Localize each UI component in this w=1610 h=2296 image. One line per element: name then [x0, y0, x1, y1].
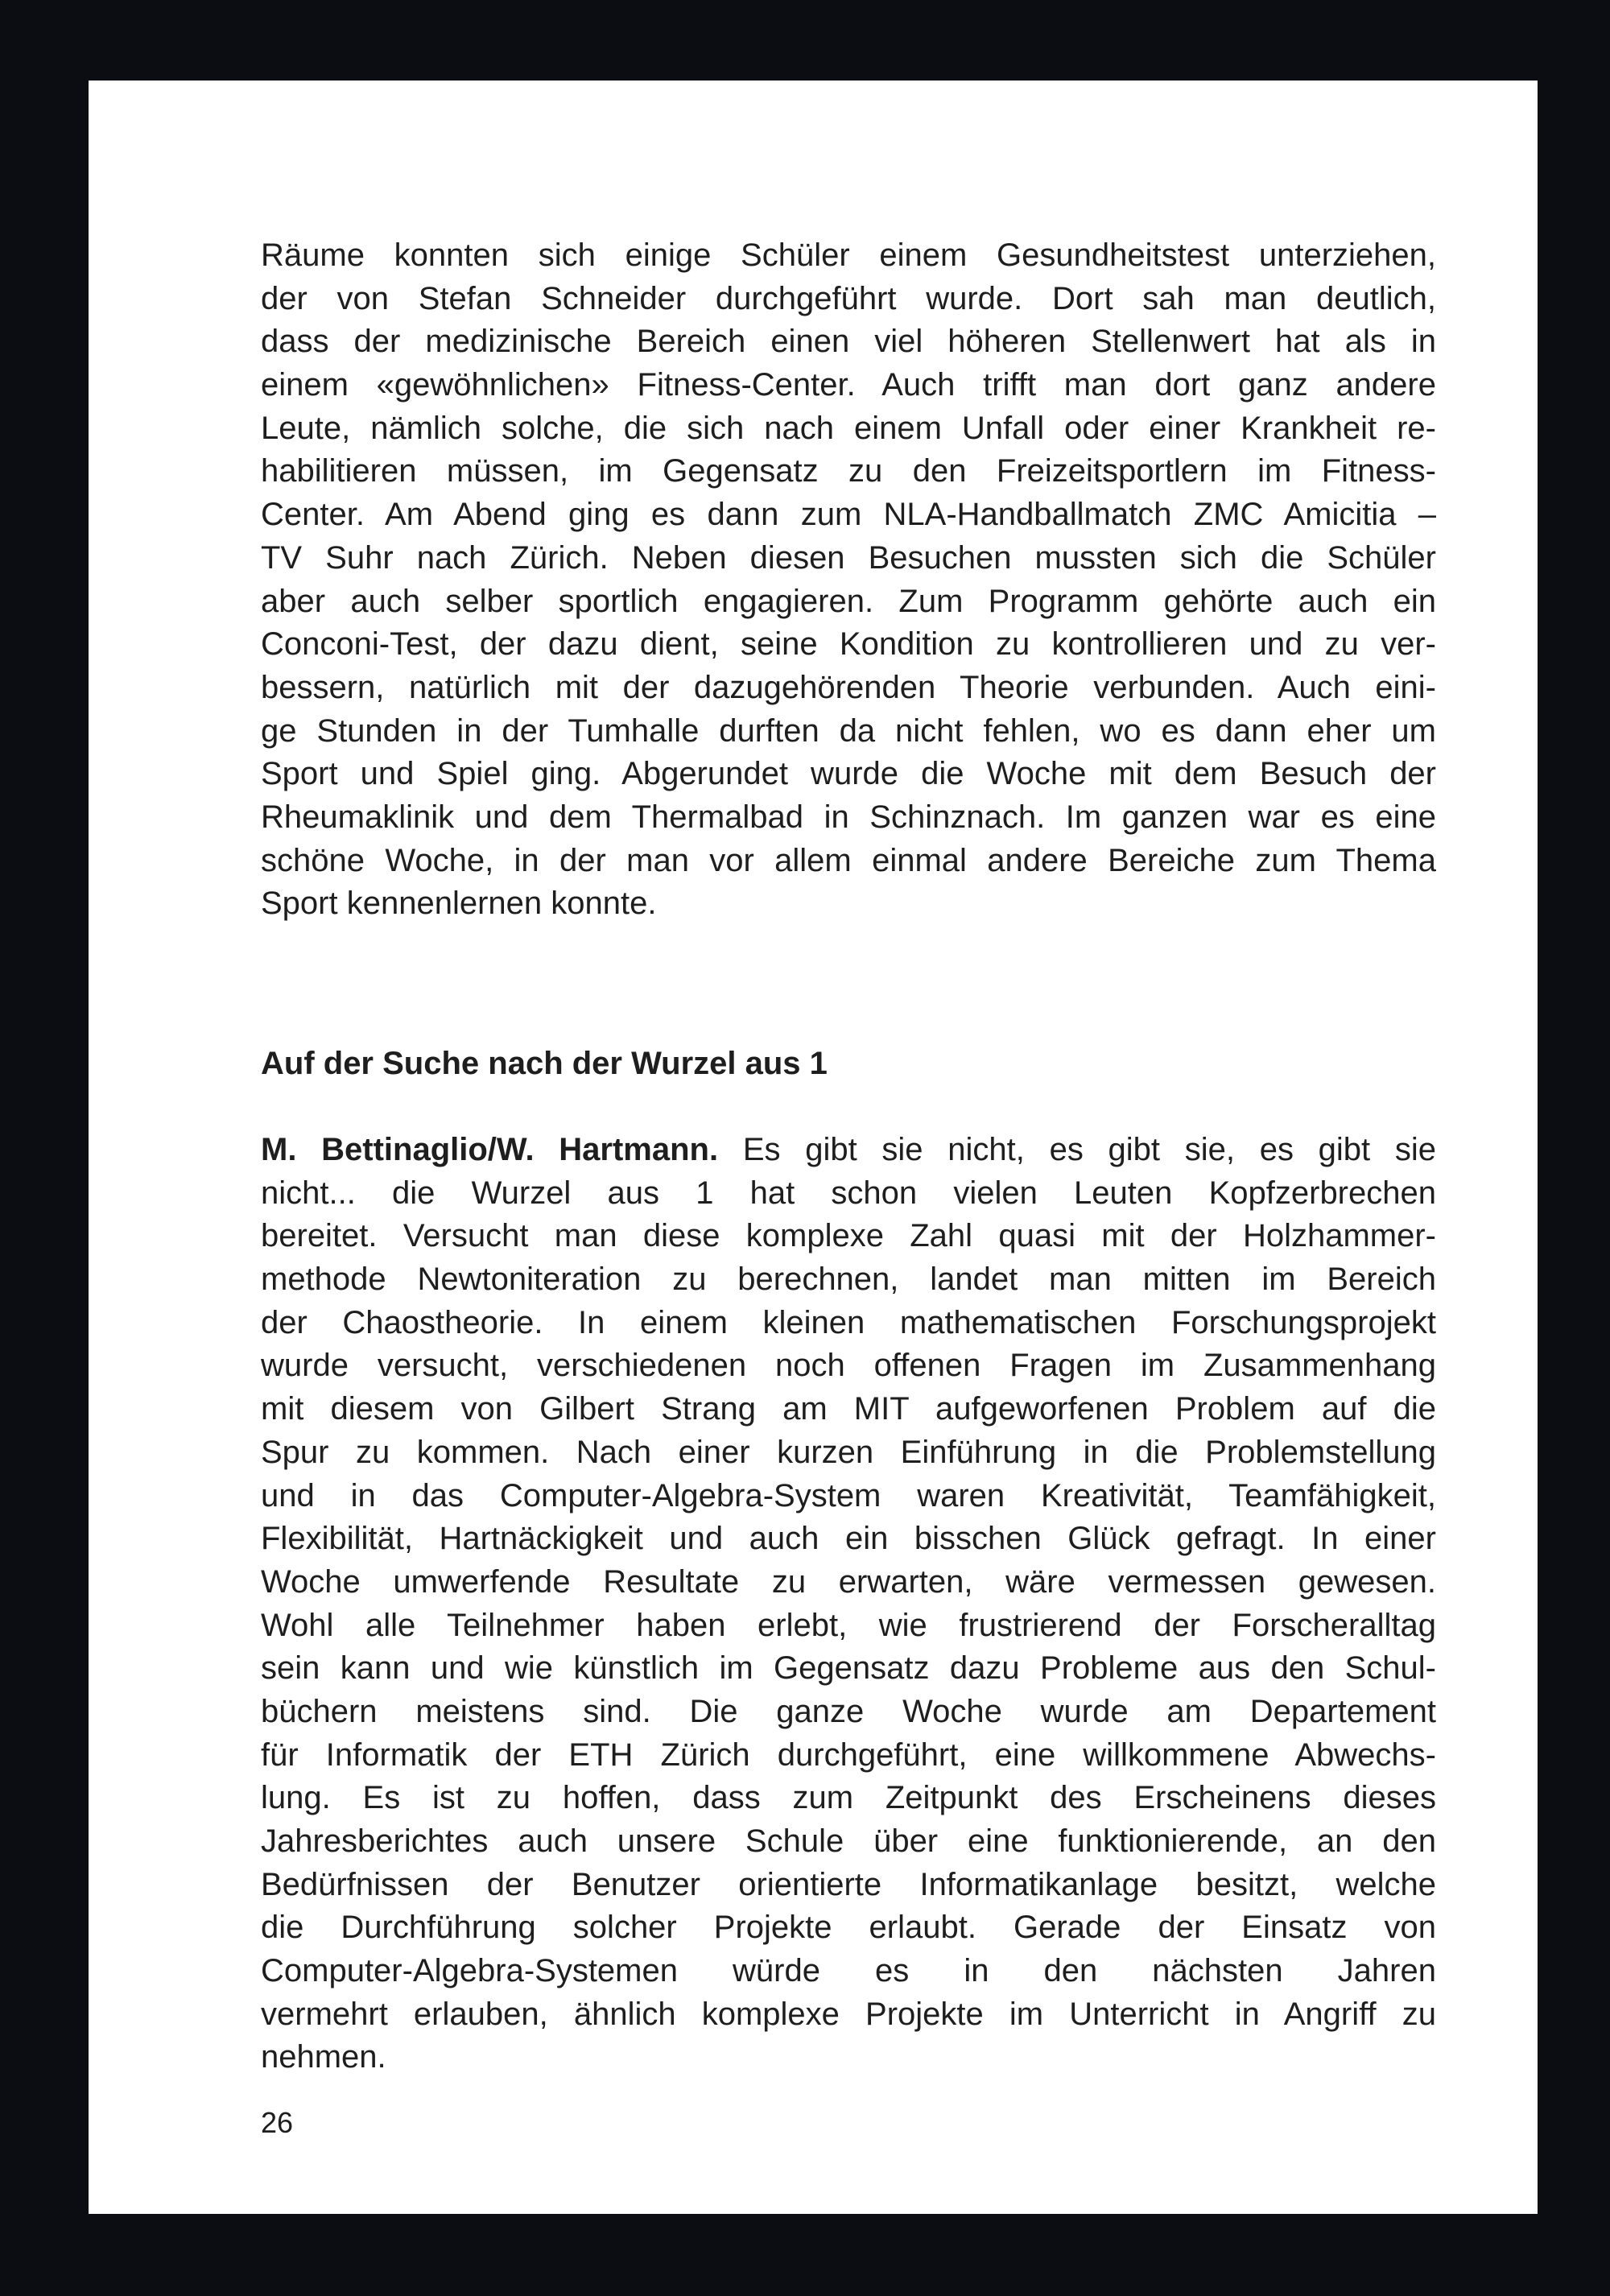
text-line: bessern, natürlich mit der dazugehörenden Theorie verbunden. Auch eini-: [261, 669, 1436, 705]
page-number: 26: [261, 2106, 294, 2139]
article2-body: [261, 1129, 1436, 2079]
text-line: nicht... die Wurzel aus 1 hat schon vielen Leuten Kopfzerbrechen: [261, 1175, 1436, 1211]
text-line: bereitet. Versucht man diese komplexe Zahl quasi mit der Holzhammer-: [261, 1218, 1436, 1254]
text-line: vermehrt erlauben, ähnlich komplexe Projekte im Unterricht in Angriff zu: [261, 1996, 1436, 2032]
text-line: sein kann und wie künstlich im Gegensatz dazu Probleme aus den Schul-: [261, 1650, 1436, 1687]
article1-body: [261, 234, 1436, 926]
text-line: Rheumaklinik und dem Thermalbad in Schinznach. Im ganzen war es eine: [261, 799, 1436, 835]
text-line: Bedürfnissen der Benutzer orientierte Informatikanlage besitzt, welche: [261, 1866, 1436, 1902]
text-line: und in das Computer-Algebra-System waren Kreativität, Teamfähigkeit,: [261, 1477, 1436, 1513]
text-line: für Informatik der ETH Zürich durchgeführt, eine willkommene Abwechs-: [261, 1736, 1436, 1773]
text-line: dass der medizinische Bereich einen viel höheren Stellenwert hat als in: [261, 324, 1436, 360]
text-line: Woche umwerfende Resultate zu erwarten, wäre vermessen gewesen.: [261, 1563, 1436, 1600]
text-line: der Chaostheorie. In einem kleinen mathematischen Forschungsprojekt: [261, 1304, 1436, 1340]
text-fragment: Es gibt sie nicht, es gibt sie, es gibt sie: [742, 1132, 1436, 1167]
text-line: Sport kennenlernen konnte.: [261, 886, 657, 922]
text-line: Sport und Spiel ging. Abgerundet wurde die Woche mit dem Besuch der: [261, 756, 1436, 792]
text-line: lung. Es ist zu hoffen, dass zum Zeitpunkt des Erscheinens dieses: [261, 1780, 1436, 1816]
text-line: Wohl alle Teilnehmer haben erlebt, wie frustrierend der Forscheralltag: [261, 1607, 1436, 1643]
text-line: ge Stunden in der Tumhalle durften da nicht fehlen, wo es dann eher um: [261, 712, 1436, 749]
text-line: Center. Am Abend ging es dann zum NLA-Handballmatch ZMC Amicitia –: [261, 497, 1436, 533]
text-line: wurde versucht, verschiedenen noch offenen Fragen im Zusammenhang: [261, 1348, 1436, 1384]
text-line: TV Suhr nach Zürich. Neben diesen Besuchen mussten sich die Schüler: [261, 539, 1436, 576]
text-line: büchern meistens sind. Die ganze Woche wurde am Departement: [261, 1693, 1436, 1729]
text-line: Flexibilität, Hartnäckigkeit und auch ein bisschen Glück gefragt. In einer: [261, 1521, 1436, 1557]
text-line: Conconi-Test, der dazu dient, seine Kondition zu kontrollieren und zu ver-: [261, 626, 1436, 663]
text-line: mit diesem von Gilbert Strang am MIT aufgeworfenen Problem auf die: [261, 1391, 1436, 1427]
authors: M. Bettinaglio/W. Hartmann.: [261, 1132, 719, 1167]
text-line: habilitieren müssen, im Gegensatz zu den Freizeitsportlern im Fitness-: [261, 453, 1436, 489]
text-line: schöne Woche, in der man vor allem einmal andere Bereiche zum Thema: [261, 842, 1436, 878]
text-line: aber auch selber sportlich engagieren. Zum Programm gehörte auch ein: [261, 583, 1436, 619]
text-line: methode Newtoniteration zu berechnen, landet man mitten im Bereich: [261, 1262, 1436, 1298]
text-line: Leute, nämlich solche, die sich nach einem Unfall oder einer Krankheit re-: [261, 410, 1436, 446]
article2-title: Auf der Suche nach der Wurzel aus 1: [261, 1046, 828, 1081]
text-line: nehmen.: [261, 2039, 386, 2075]
text-line: die Durchführung solcher Projekte erlaubt. Gerade der Einsatz von: [261, 1910, 1436, 1946]
text-line: einem «gewöhnlichen» Fitness-Center. Auch trifft man dort ganz andere: [261, 367, 1436, 403]
text-line: Jahresberichtes auch unsere Schule über eine funktionierende, an den: [261, 1823, 1436, 1859]
byline-line: [261, 1129, 1436, 1172]
text-line: Räume konnten sich einige Schüler einem Gesundheitstest unterziehen,: [261, 237, 1436, 273]
text-line: Computer-Algebra-Systemen würde es in den nächsten Jahren: [261, 1953, 1436, 1989]
text-line: Spur zu kommen. Nach einer kurzen Einführung in die Problemstellung: [261, 1434, 1436, 1470]
text-line: der von Stefan Schneider durchgeführt wurde. Dort sah man deutlich,: [261, 280, 1436, 316]
